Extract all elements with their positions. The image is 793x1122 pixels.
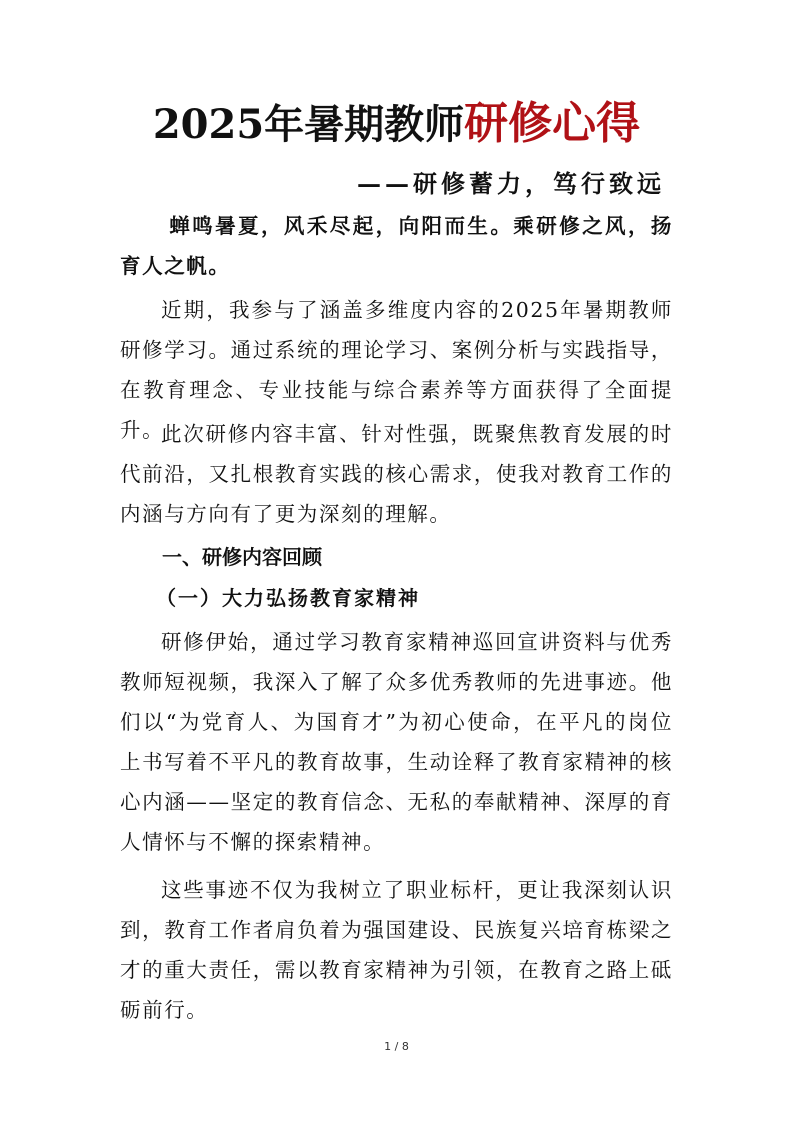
document-title bbox=[0, 96, 793, 153]
body-paragraph-2: 此次研修内容丰富、针对性强，既聚焦教育发展的时代前沿，又扎根教育实践的核心需求，使我对教育工作的内涵与方向有了更为深刻的理解。 bbox=[120, 422, 673, 526]
title-main-text: 2025年暑期教师 bbox=[152, 101, 465, 148]
section-heading: 一、研修内容回顾 bbox=[162, 545, 322, 569]
intro-paragraph: 蝉鸣暑夏，风禾尽起，向阳而生。乘研修之风，扬育人之帆。 bbox=[120, 214, 673, 278]
section-paragraph-2: 这些事迹不仅为我树立了职业标杆，更让我深刻认识到，教育工作者肩负着为强国建设、民族复兴培育栋梁之才的重大责任，需以教育家精神为引领，在教育之路上砥砺前行。 bbox=[120, 878, 673, 1022]
page-indicator: 1 / 8 bbox=[384, 1040, 409, 1053]
title-highlight-text: 研修心得 bbox=[464, 98, 641, 149]
document-subtitle: ——研修蓄力，笃行致远 bbox=[357, 169, 665, 198]
body-paragraph-1: 近期，我参与了涵盖多维度内容的2025年暑期教师研修学习。通过系统的理论学习、案例分析与实践指导，在教育理念、专业技能与综合素养等方面获得了全面提升。 bbox=[120, 298, 673, 442]
subsection-heading: （一）大力弘扬教育家精神 bbox=[156, 586, 420, 610]
section-paragraph-1: 研修伊始，通过学习教育家精神巡回宣讲资料与优秀教师短视频，我深入了解了众多优秀教师的先进事迹。他们以“为党育人、为国育才”为初心使命，在平凡的岗位上书写着不平凡的教育故事，生动诠释了教育家精神的核心内涵——坚定的教育信念、无私的奉献精神、深厚的育人情怀与不懈的探索精神。 bbox=[120, 630, 673, 854]
